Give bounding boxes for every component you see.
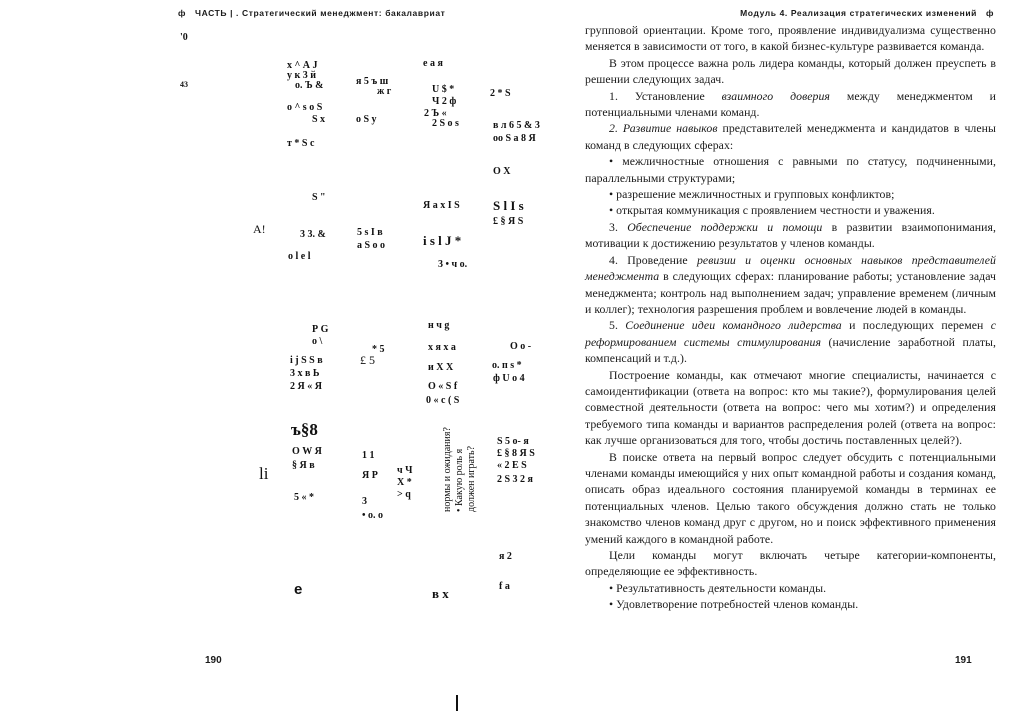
running-head-right xyxy=(740,8,1000,18)
scan-fragment: и Х Х xyxy=(428,362,454,373)
running-head-text-left: ЧАСТЬ | . Стратегический менеджмент: бакалавриат xyxy=(195,8,446,18)
scan-fragment: О Х xyxy=(493,166,511,177)
list-item: • Результативность деятельности команды. xyxy=(609,580,827,595)
scan-fragment: О « S f xyxy=(428,381,458,392)
list-item: • открытая коммуникация с проявлением честности и уважения. xyxy=(609,203,935,218)
scan-fragment: Ч 2 ф xyxy=(432,96,457,107)
scan-fragment: £ § 8 Я S xyxy=(497,448,535,459)
paragraph: 1. Установление взаимного доверия между менеджментом и потенциальными членами команд. xyxy=(585,88,996,120)
scan-fragment: ъ§8 xyxy=(291,420,318,439)
scan-fragment: Я а х I S xyxy=(423,200,460,211)
scan-fragment: « 2 Е S xyxy=(497,460,527,471)
right-page xyxy=(512,0,1024,725)
paragraph: 2. Развитие навыков представителей менеджмента и кандидатов в члены команд в следующих сферах: xyxy=(585,121,996,152)
paragraph: В поиске ответа на первый вопрос следует обсудить с потенциальными членами команды имеющийся у них опыт командной работы и создания команд, описать образ идеального состояния планируемой команды в терминах ее потенциальных членов. Целью такого обсуждения должно стать не только знакомство членов команд друг с другом, но и поиск эффективного применения умений каждого в командной работе. xyxy=(585,449,996,546)
body-text xyxy=(585,22,996,613)
running-head-text-right: Модуль 4. Реализация стратегических изменений xyxy=(740,8,977,18)
scan-fragment: 1 1 xyxy=(362,450,375,461)
scan-fragment: О W Я xyxy=(292,446,322,457)
scan-fragment: 2 Ъ « xyxy=(424,108,447,119)
scan-fragment: в л 6 5 & 3 xyxy=(493,120,540,131)
running-head-symbol-left: ф xyxy=(178,8,187,18)
scan-fragment: > q xyxy=(397,489,411,500)
scan-fragment: • Какую роль я xyxy=(454,448,465,512)
scan-fragment: 3 3. & xyxy=(300,229,326,240)
scan-fragment: § Я в xyxy=(292,460,315,471)
scan-fragment: я 2 xyxy=(499,551,512,562)
paragraph: В этом процессе важна роль лидера команды, который должен преуспеть в решении следующих задач. xyxy=(585,55,996,87)
scan-fragment: * 5 xyxy=(372,344,385,355)
paragraph: групповой ориентации. Кроме того, проявление индивидуализма существенно меняется в зависимости от того, в какой бизнес-культуре развивается команда. xyxy=(585,23,996,54)
scan-fragment: О о - xyxy=(510,341,532,352)
scan-fragment: в х xyxy=(432,586,449,601)
scan-fragment: £ § Я S xyxy=(493,216,524,227)
scan-fragment: • о. о xyxy=(362,510,384,521)
scan-fragment: оо S а 8 Я xyxy=(493,133,536,144)
scan-fragment: т * S с xyxy=(287,138,315,149)
scan-fragment: 5 s I в xyxy=(357,227,383,238)
scan-fragment: Р G xyxy=(312,324,329,335)
scan-fragment: я 5 ъ ш xyxy=(356,76,389,87)
scan-fragment: S 5 о- я xyxy=(497,436,529,447)
scan-fragment: 2 Я « Я xyxy=(290,381,322,392)
page-number-right: 191 xyxy=(955,655,972,666)
scan-fragment: х я х а xyxy=(428,342,456,353)
scan-fragment: е а я xyxy=(423,58,443,69)
paragraph: 4. Проведение ревизии и оценки основных навыков представителей менеджмента в следующих сферах: планирование работы; установление задач менеджмента; контроль над выполнением задач; управление временем (личным и коллег); технология разрешения проблем и вовлечение людей в команды. xyxy=(585,252,996,316)
scan-fragment: 3 х в Ь xyxy=(290,368,320,379)
gutter-mark xyxy=(456,695,458,711)
scan-fragment: о \ xyxy=(312,336,323,347)
running-head-symbol-right: ф xyxy=(985,8,994,18)
scan-fragment: 43 xyxy=(180,80,188,89)
scan-fragment: а S о о xyxy=(357,240,386,251)
paragraph: 3. Обеспечение поддержки и помощи в развитии взаимопонимания, мотивации к достижению результатов у членов команды. xyxy=(585,219,996,251)
list-item: • Удовлетворение потребностей членов команды. xyxy=(609,597,859,612)
scan-fragment: о. п s * xyxy=(492,360,522,371)
scan-fragment: А! xyxy=(253,222,266,236)
scan-fragment: о ^ s о S xyxy=(287,102,323,113)
scan-fragment: li xyxy=(259,464,269,483)
scan-fragment: i s l J * xyxy=(423,233,462,248)
scan-fragment: £ 5 xyxy=(360,353,375,367)
scan-fragment: 3 • ч о. xyxy=(438,259,468,270)
scan-fragment: должен играть? xyxy=(466,445,477,512)
scan-fragment: 2 * S xyxy=(490,88,511,99)
paragraph: Построение команды, как отмечают многие специалисты, начинается с самоидентификации (ответа на вопрос: кто мы такие?), формулирования целей совместной деятельности (ответа на вопрос: чего мы хотим?) и определения требуемого типа команды и вариантов распределения ролей (ответа на вопрос: как лучше организоваться для того, чтобы достичь поставленных целей?). xyxy=(585,367,996,448)
paragraph: 5. Соединение идеи командного лидерства и последующих перемен с реформированием системы стимулирования (начисление заработной платы, компенсаций и т.д.). xyxy=(585,318,997,366)
scan-fragment: '0 xyxy=(180,32,188,43)
scan-fragment: о. Ъ & xyxy=(295,80,324,91)
scan-fragment: 2 S 3 2 я xyxy=(497,474,533,485)
scan-fragment: S х xyxy=(312,114,326,125)
scan-fragment: у к 3 й xyxy=(287,70,317,81)
paragraph: Цели команды могут включать четыре категории-компоненты, определяющие ее эффективность. xyxy=(585,548,996,579)
scan-fragment: е xyxy=(294,581,303,598)
scan-fragment: Х * xyxy=(397,477,412,488)
scan-fragment: S " xyxy=(312,192,326,203)
scan-fragment: нормы и ожидания? xyxy=(442,427,453,512)
scan-fragment: 5 « * xyxy=(294,492,314,503)
list-item: • разрешение межличностных и групповых конфликтов; xyxy=(609,187,895,202)
scan-fragment: ч Ч xyxy=(397,465,413,476)
scan-fragment: f а xyxy=(499,581,510,592)
running-head-left xyxy=(172,8,445,18)
scan-fragment: U $ * xyxy=(432,84,455,95)
scan-fragment: ф U о 4 xyxy=(493,373,525,384)
list-item: • межличностные отношения с равными по статусу, подчиненными, параллельными структурами; xyxy=(585,154,996,185)
scan-fragment: ж г xyxy=(377,86,392,97)
scan-fragment: Я Р xyxy=(362,470,378,481)
scan-fragment: х ^ А J xyxy=(287,60,318,71)
page-number-left: 190 xyxy=(205,655,222,666)
scan-fragment: 2 S о s xyxy=(432,118,459,129)
scan-fragment: 3 xyxy=(362,496,367,507)
scan-fragment: о l е l xyxy=(288,251,311,262)
scan-fragment: н ч g xyxy=(428,320,450,331)
scan-fragment: 0 « с ( S xyxy=(426,395,460,406)
scan-fragment: S l I s xyxy=(493,198,524,213)
scan-fragment: о S у xyxy=(356,114,377,125)
scan-fragment: i j S S в xyxy=(290,355,323,366)
